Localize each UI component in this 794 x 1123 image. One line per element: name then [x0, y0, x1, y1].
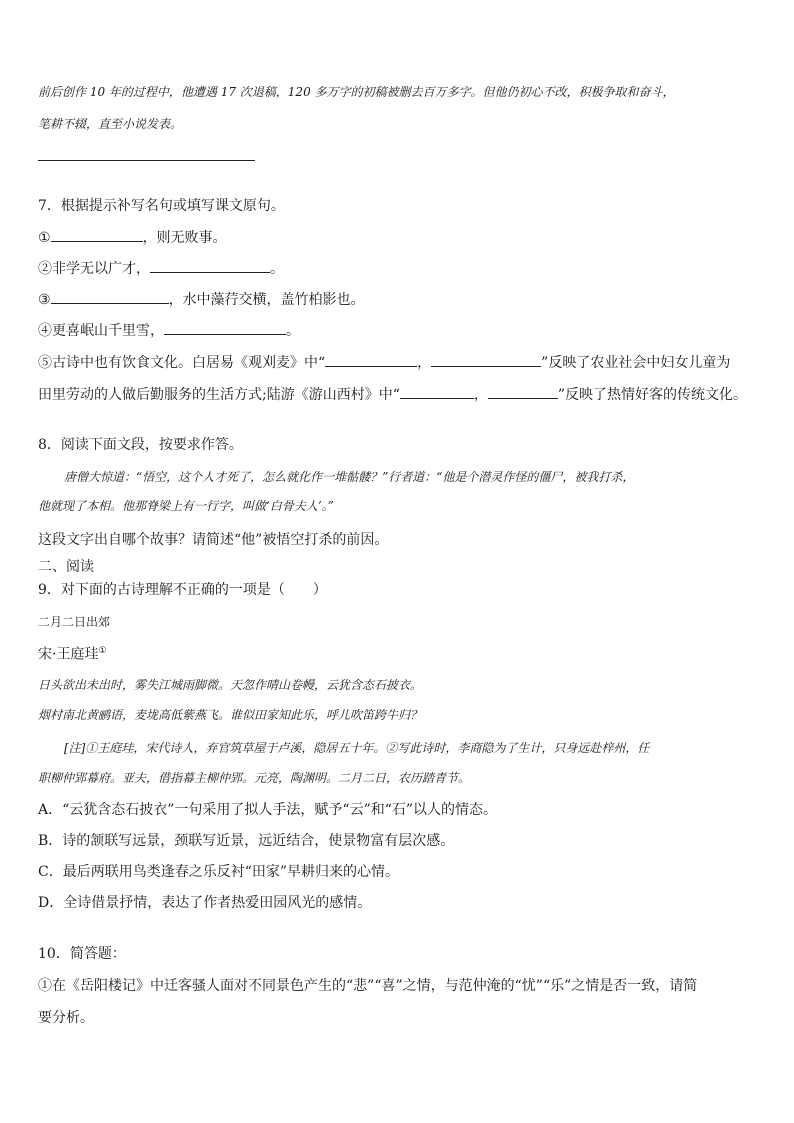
- q7-item-2: [38, 258, 284, 279]
- q7-title: 7．根据提示补写名句或填写课文原句。: [38, 198, 285, 214]
- blank-5a[interactable]: [325, 352, 417, 367]
- passage-line-2: 笔耕不辍，直至小说发表。: [38, 117, 183, 131]
- answer-line: [38, 160, 255, 161]
- poem-line-2: 烟村南北黄鹂语，麦垅高低紫燕飞。谁似田家知此乐，呼儿吹笛跨牛归？: [38, 708, 423, 722]
- poem-note-2: 职柳仲郢幕府。亚夫，借指幕主柳仲郢。元亮，陶渊明。二月二日，农历踏青节。: [38, 771, 471, 785]
- comma: ，: [417, 355, 432, 371]
- q7-item-5-line2-tail: ”反映了热情好客的传统文化。: [557, 387, 748, 403]
- q7-item-1: [38, 227, 227, 248]
- q7-item-1-num: ①: [38, 230, 51, 246]
- blank-4[interactable]: [164, 320, 286, 335]
- q10-line-1: ①在《岳阳楼记》中迁客骚人面对不同景色产生的“悲”“喜”之情，与范仲淹的“忧”“乐”之情是否一致，请简: [38, 978, 698, 994]
- poem-author: [38, 641, 107, 665]
- q8-text-1: 唐僧大惊道：“悟空，这个人才死了，怎么就化作一堆骷髅？”行者道：“他是个潜灵作怪的僵尸，被我打杀，: [64, 470, 635, 484]
- poem-author-name: 宋·王庭珪: [38, 646, 99, 663]
- option-b[interactable]: B．诗的颔联写远景，颈联写近景，远近结合，使景物富有层次感。: [38, 833, 455, 849]
- q8-text-2: 他就现了本相。他那脊梁上有一行字，叫做‘白骨夫人’。”: [38, 499, 334, 513]
- q7-item-5-line2-head: 田里劳动的人做后勤服务的生活方式;陆游《游山西村》中“: [38, 387, 400, 403]
- author-note-mark: ①: [98, 646, 107, 656]
- passage-line-1: 前后创作 10 年的过程中，他遭遇 17 次退稿，120 多万字的初稿被删去百万多字。但他仍初心不改，积极争取和奋斗，: [38, 85, 675, 99]
- blank-5b[interactable]: [431, 352, 541, 367]
- q9-title: 9．对下面的古诗理解不正确的一项是（ ）: [38, 582, 327, 598]
- q7-item-4-head: ④更喜岷山千里雪，: [38, 323, 164, 339]
- option-a[interactable]: A．“云犹含态石披衣”一句采用了拟人手法，赋予“云”和“石”以人的情态。: [38, 802, 498, 818]
- blank-1[interactable]: [51, 227, 143, 242]
- q7-item-3: [38, 289, 365, 310]
- q10-line-2: 要分析。: [38, 1010, 94, 1026]
- poem-line-1: 日头欲出未出时，雾失江城雨脚微。天忽作晴山卷幔，云犹含态石披衣。: [38, 678, 423, 692]
- blank-5d[interactable]: [488, 384, 558, 399]
- q10-title: 10．简答题：: [38, 946, 126, 962]
- poem-note-1: [注]①王庭珪，宋代诗人，弃官筑草屋于卢溪，隐居五十年。②写此诗时，李商隐为了生计，只身远赴梓州，任: [64, 741, 650, 755]
- option-c[interactable]: C．最后两联用鸟类逢春之乐反衬“田家”早耕归来的心情。: [38, 864, 400, 880]
- q7-item-5-line-2: [38, 384, 747, 405]
- q7-item-5-mid: ”反映了农业社会中妇女儿童为: [541, 355, 731, 371]
- q7-item-4-tail: 。: [286, 323, 300, 339]
- q7-item-3-num: ③: [38, 292, 51, 308]
- q7-item-1-tail: ，则无败事。: [142, 230, 227, 246]
- q7-item-2-tail: 。: [270, 261, 284, 277]
- option-d[interactable]: D．全诗借景抒情，表达了作者热爱田园风光的感情。: [38, 895, 372, 911]
- q7-item-3-tail: ，水中藻荇交横，盖竹柏影也。: [168, 292, 365, 308]
- blank-5c[interactable]: [400, 384, 474, 399]
- q7-item-5-head: ⑤古诗中也有饮食文化。白居易《观刈麦》中“: [38, 355, 326, 371]
- q7-item-5: [38, 352, 730, 373]
- poem-title: 二月二日出郊: [38, 615, 111, 629]
- q7-item-4: [38, 320, 300, 341]
- comma: ，: [473, 387, 488, 403]
- blank-2[interactable]: [150, 258, 270, 273]
- section-2-title: 二、阅读: [38, 559, 94, 575]
- q8-question: 这段文字出自哪个故事？请简述“他”被悟空打杀的前因。: [38, 532, 389, 548]
- blank-3[interactable]: [51, 289, 169, 304]
- q7-item-2-head: ②非学无以广才，: [38, 261, 150, 277]
- q8-title: 8．阅读下面文段，按要求作答。: [38, 437, 243, 453]
